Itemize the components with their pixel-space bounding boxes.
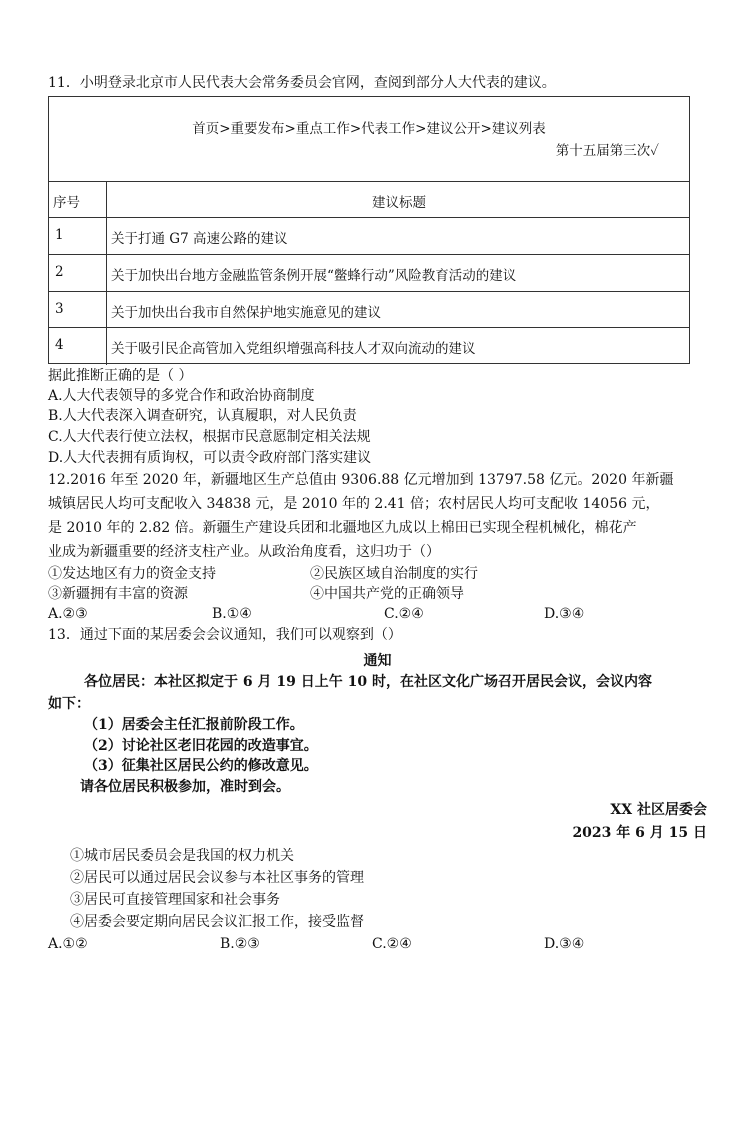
notice-title: 通知 (363, 653, 392, 669)
q12-item-2: ②民族区域自治制度的实行 (310, 566, 478, 582)
row-number: 4 (55, 337, 64, 353)
q12-choice-a[interactable]: A.②③ (48, 606, 88, 622)
q13-item-2: ②居民可以通过居民会议参与本社区事务的管理 (70, 870, 364, 886)
notice-body-line: 如下： (48, 696, 90, 712)
q12-item-4: ④中国共产党的正确领导 (310, 586, 464, 602)
breadcrumb[interactable]: 首页>重要发布>重点工作>代表工作>建议公开>建议列表 (192, 121, 546, 137)
notice-agenda-item: （2）讨论社区老旧花园的改造事宜。 (84, 738, 318, 754)
q13-stem: 13．通过下面的某居委会会议通知，我们可以观察到（） (48, 627, 402, 643)
column-header-number: 序号 (53, 195, 80, 211)
q13-item-1: ①城市居民委员会是我国的权力机关 (70, 848, 294, 864)
q13-choice-c[interactable]: C.②④ (372, 936, 412, 952)
q13-item-4: ④居委会要定期向居民会议汇报工作，接受监督 (70, 914, 364, 930)
q11-stem: 11．小明登录北京市人民代表大会常务委员会官网，查阅到部分人大代表的建议。 (48, 75, 556, 91)
table-row[interactable] (49, 291, 689, 328)
q11-option-b[interactable]: B.人大代表深入调查研究，认真履职，对人民负责 (48, 408, 357, 424)
row-number: 3 (55, 301, 64, 317)
q11-option-d[interactable]: D.人大代表拥有质询权，可以责令政府部门落实建议 (48, 450, 372, 466)
q12-stem-line: 城镇居民人均可支配收入 34838 元，是 2010 年的 2.41 倍；农村居民人均可支配收 14056 元， (48, 496, 660, 512)
suggestion-title-link[interactable]: 关于吸引民企高管加入党组织增强高科技人才双向流动的建议 (111, 341, 476, 357)
website-screenshot-box (48, 96, 690, 364)
q11-option-c[interactable]: C.人大代表行使立法权，根据市民意愿制定相关法规 (48, 429, 371, 445)
suggestion-title-link[interactable]: 关于打通 G7 高速公路的建议 (111, 231, 288, 247)
q13-item-3: ③居民可直接管理国家和社会事务 (70, 892, 280, 908)
q11-ask: 据此推断正确的是（ ） (48, 368, 193, 384)
q12-item-1: ①发达地区有力的资金支持 (48, 566, 216, 582)
notice-agenda-item: （3）征集社区居民公约的修改意见。 (84, 758, 318, 774)
notice-date: 2023 年 6 月 15 日 (572, 825, 707, 841)
table-row[interactable] (49, 254, 689, 292)
row-number: 1 (55, 227, 64, 243)
q12-stem-line: 是 2010 年的 2.82 倍。新疆生产建设兵团和北疆地区九成以上棉田已实现全程机械化，棉花产 (48, 520, 637, 536)
q11-option-a[interactable]: A.人大代表领导的多党合作和政治协商制度 (48, 388, 315, 404)
table-row[interactable] (49, 217, 689, 255)
q12-choice-b[interactable]: B.①④ (212, 606, 252, 622)
table-header-row (49, 181, 689, 218)
q12-choice-c[interactable]: C.②④ (384, 606, 424, 622)
q13-choice-d[interactable]: D.③④ (544, 936, 585, 952)
suggestion-title-link[interactable]: 关于加快出台我市自然保护地实施意见的建议 (111, 305, 381, 321)
notice-signer: XX 社区居委会 (610, 802, 707, 818)
notice-body-line: 各位居民：本社区拟定于 6 月 19 日上午 10 时，在社区文化广场召开居民会议，会议内容 (84, 674, 652, 690)
column-header-title: 建议标题 (372, 195, 426, 211)
notice-agenda-item: （1）居委会主任汇报前阶段工作。 (84, 717, 304, 733)
suggestion-title-link[interactable]: 关于加快出台地方金融监管条例开展“鳖蜂行动”风险教育活动的建议 (111, 268, 517, 284)
table-row[interactable] (49, 327, 689, 365)
q12-item-3: ③新疆拥有丰富的资源 (48, 586, 188, 602)
session-filter[interactable]: 第十五届第三次✓ (555, 143, 659, 159)
q13-choice-a[interactable]: A.①② (48, 936, 88, 952)
row-number: 2 (55, 264, 64, 280)
q12-choice-d[interactable]: D.③④ (544, 606, 585, 622)
q12-stem-line: 业成为新疆重要的经济支柱产业。从政治角度看，这归功于（） (48, 544, 440, 560)
notice-closing: 请各位居民积极参加，准时到会。 (80, 779, 290, 795)
q12-stem-line: 12.2016 年至 2020 年，新疆地区生产总值由 9306.88 亿元增加到 13797.58 亿元。2020 年新疆 (48, 472, 674, 488)
q13-choice-b[interactable]: B.②③ (220, 936, 260, 952)
